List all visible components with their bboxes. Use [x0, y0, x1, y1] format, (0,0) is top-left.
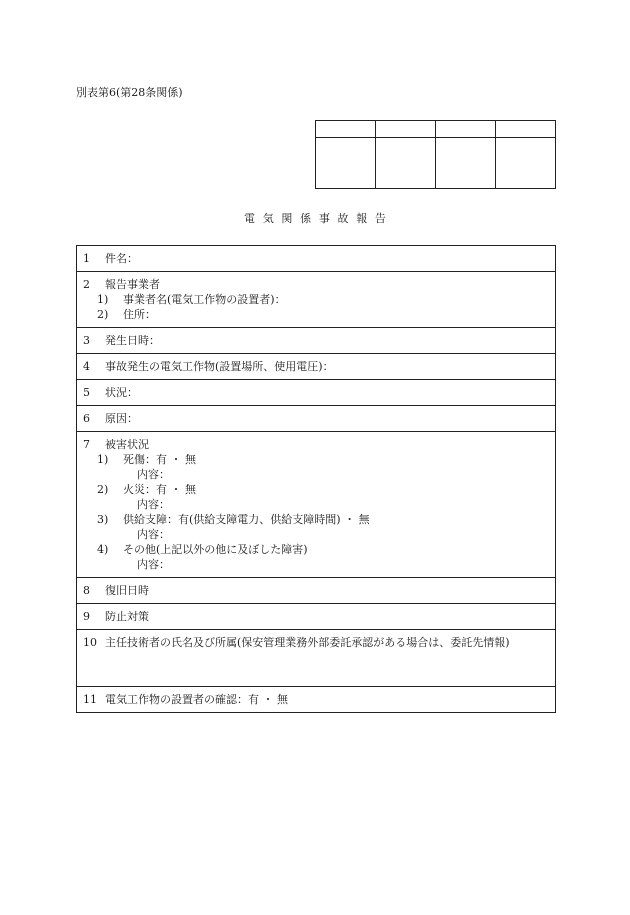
form-row-facility: 4 事故発生の電気工作物(設置場所、使用電圧)： — [77, 354, 556, 380]
reporter-label: 報告事業者 — [105, 278, 160, 291]
cause-label: 原因： — [105, 412, 138, 425]
stamp-cell — [376, 138, 436, 189]
operator-name-label: 事業者名(電気工作物の設置者)： — [123, 293, 286, 306]
stamp-header-cell — [316, 121, 376, 138]
chief-engineer-label: 主任技術者の氏名及び所属(保安管理業務外部委託承認がある場合は、委託先情報) — [105, 636, 510, 649]
damage-label: 被害状況 — [105, 438, 149, 451]
casualty-detail-label: 内容： — [137, 468, 170, 481]
form-row-chief-engineer: 10 主任技術者の氏名及び所属(保安管理業務外部委託承認がある場合は、委託先情報) — [77, 630, 556, 687]
stamp-header-cell — [376, 121, 436, 138]
form-row-reporter: 2 報告事業者 1) 事業者名(電気工作物の設置者)： 2) 住所： — [77, 272, 556, 328]
report-title: 電気関係事故報告 — [244, 212, 394, 225]
other-damage-detail-label: 内容： — [137, 558, 170, 571]
recovery-datetime-label: 復旧日時 — [105, 584, 149, 597]
fire-detail-label: 内容： — [137, 498, 170, 511]
stamp-header-cell — [496, 121, 556, 138]
report-form — [76, 245, 556, 713]
stamp-cell — [436, 138, 496, 189]
form-row-subject: 1 件名： — [77, 246, 556, 272]
form-row-recovery: 8 復旧日時 — [77, 578, 556, 604]
stamp-header-cell — [436, 121, 496, 138]
form-row-prevention: 9 防止対策 — [77, 604, 556, 630]
form-reference: 別表第6(第28条関係) — [76, 86, 183, 99]
situation-label: 状況： — [105, 386, 138, 399]
form-row-damage: 7 被害状況 1) 死傷：有 ・ 無 内容： 2) 火災：有 ・ 無 内容： 3) 供給支障：有(供給支障電力、供給支障時間) ・ 無 内容： 4) その他(上記以外の他に及ぼした障害) 内容： — [77, 432, 556, 578]
other-damage-label: その他(上記以外の他に及ぼした障害) — [123, 543, 308, 556]
supply-outage-detail-label: 内容： — [137, 528, 170, 541]
address-label: 住所： — [123, 308, 156, 321]
form-row-situation: 5 状況： — [77, 380, 556, 406]
subject-field-label: 件名： — [105, 252, 138, 265]
prevention-label: 防止対策 — [105, 610, 149, 623]
owner-confirmation-label: 電気工作物の設置者の確認：有 ・ 無 — [105, 693, 288, 706]
approval-stamp-box — [315, 120, 556, 189]
form-row-cause: 6 原因： — [77, 406, 556, 432]
supply-outage-label: 供給支障：有(供給支障電力、供給支障時間) ・ 無 — [123, 513, 370, 526]
form-row-datetime: 3 発生日時： — [77, 328, 556, 354]
occurrence-datetime-label: 発生日時： — [105, 334, 160, 347]
facility-label: 事故発生の電気工作物(設置場所、使用電圧)： — [105, 360, 334, 373]
stamp-cell — [316, 138, 376, 189]
stamp-cell — [496, 138, 556, 189]
fire-label: 火災：有 ・ 無 — [123, 483, 196, 496]
casualty-label: 死傷：有 ・ 無 — [123, 453, 196, 466]
form-row-owner-confirmation: 11 電気工作物の設置者の確認：有 ・ 無 — [77, 687, 556, 713]
